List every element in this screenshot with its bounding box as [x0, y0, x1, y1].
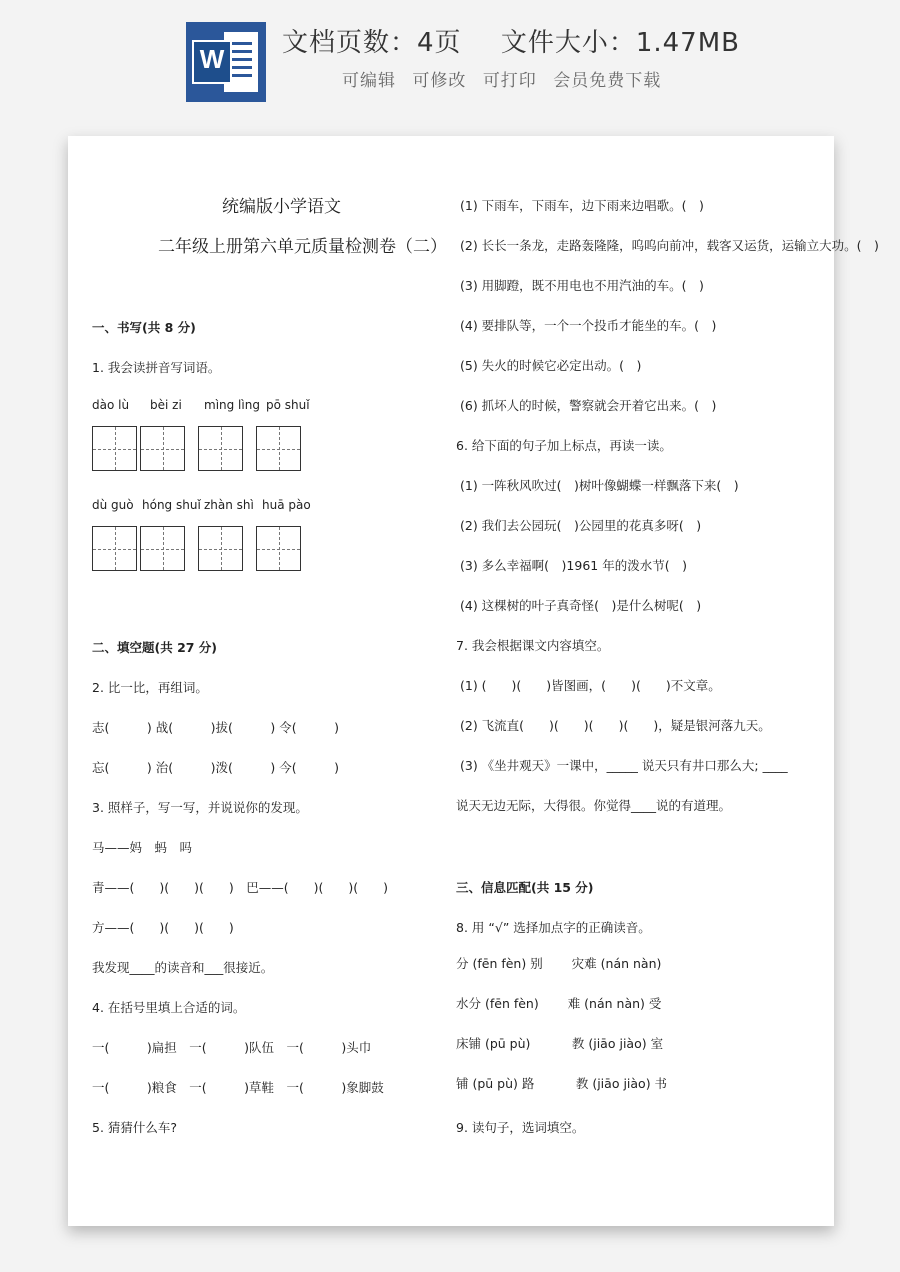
pinyin-2: bèi zi — [150, 398, 182, 412]
q6-item-4: (4) 这棵树的叶子真奇怪( )是什么树呢( ) — [460, 598, 702, 613]
pinyin-4: pō shuǐ — [266, 398, 310, 412]
q5-item-3: (3) 用脚蹬，既不用电也不用汽油的车。( ) — [460, 278, 704, 293]
question-3-example: 马——妈 蚂 吗 — [92, 840, 193, 855]
question-6: 6. 给下面的句子加上标点，再读一读。 — [456, 438, 672, 453]
q7-item-2: (2) 飞流直( )( )( )( )，疑是银河落九天。 — [460, 718, 771, 733]
word-document-icon — [186, 22, 266, 102]
pinyin-5: dù guò — [92, 498, 134, 512]
q7-item-1: (1) ( )( )皆图画，( )( )不文章。 — [460, 678, 721, 693]
question-3: 3. 照样子，写一写，并说说你的发现。 — [92, 800, 308, 815]
feature-free-download: 会员免费下载 — [553, 71, 662, 91]
q6-item-1: (1) 一阵秋风吹过( )树叶像蝴蝶一样飘落下来( ) — [460, 478, 739, 493]
question-2-row-1: 志( ) 战( )拔( ) 令( ) — [92, 720, 339, 735]
question-5: 5. 猜猜什么车? — [92, 1120, 178, 1135]
q7-item-3: (3) 《坐井观天》一课中，_____ 说天只有井口那么大; ____ — [460, 758, 788, 773]
doc-title-line1: 统编版小学语文 — [222, 197, 341, 217]
feature-modifiable: 可修改 — [412, 71, 467, 91]
q8-row-4: 铺 (pū pù) 路 教 (jiāo jiào) 书 — [456, 1076, 668, 1091]
question-3-row-1: 青——( )( )( ) 巴——( )( )( ) — [92, 880, 389, 895]
file-stats — [282, 22, 770, 59]
section-info-match: 三、信息匹配(共 15 分) — [456, 880, 594, 895]
q8-row-3: 床铺 (pū pù) 教 (jiāo jiào) 室 — [456, 1036, 664, 1051]
question-3-row-2: 方——( )( )( ) — [92, 920, 234, 935]
q6-item-3: (3) 多么幸福啊( )1961 年的泼水节( ) — [460, 558, 687, 573]
question-4-row-1: 一( )扁担 一( )队伍 一( )头巾 — [92, 1040, 372, 1055]
q5-item-1: (1) 下雨车，下雨车，边下雨来边唱歌。( ) — [460, 198, 704, 213]
question-3-discovery: 我发现____的读音和___很接近。 — [92, 960, 274, 975]
pinyin-1: dào lù — [92, 398, 130, 412]
q5-item-2: (2) 长长一条龙，走路轰隆隆，呜呜向前冲，载客又运货，运输立大功。( ) — [460, 238, 879, 253]
pinyin-6: hóng shuǐ — [142, 498, 201, 512]
q7-item-3-continued: 说天无边无际，大得很。你觉得____说的有道理。 — [456, 798, 732, 813]
question-4: 4. 在括号里填上合适的词。 — [92, 1000, 246, 1015]
feature-list — [342, 66, 671, 91]
pinyin-3: mìng lìng — [204, 398, 260, 412]
doc-title-line2: 二年级上册第六单元质量检测卷（二） — [158, 237, 447, 257]
pinyin-8: huā pào — [262, 498, 311, 512]
feature-editable: 可编辑 — [342, 71, 396, 91]
q5-item-4: (4) 要排队等，一个一个投币才能坐的车。( ) — [460, 318, 717, 333]
question-9: 9. 读句子，选词填空。 — [456, 1120, 585, 1135]
question-4-row-2: 一( )粮食 一( )草鞋 一( )象脚鼓 — [92, 1080, 384, 1095]
section-writing: 一、书写(共 8 分) — [92, 320, 196, 335]
q5-item-6: (6) 抓坏人的时候，警察就会开着它出来。( ) — [460, 398, 717, 413]
q6-item-2: (2) 我们去公园玩( )公园里的花真多呀( ) — [460, 518, 702, 533]
file-size: 文件大小：1.47MB — [500, 28, 740, 58]
q5-item-5: (5) 失火的时候它必定出动。( ) — [460, 358, 642, 373]
question-7: 7. 我会根据课文内容填空。 — [456, 638, 610, 653]
pinyin-7: zhàn shì — [204, 498, 254, 512]
feature-printable: 可打印 — [482, 71, 537, 91]
document-page — [68, 136, 879, 1226]
page-count: 文档页数：4页 — [282, 28, 462, 58]
question-1: 1. 我会读拼音写词语。 — [92, 360, 221, 375]
file-info-banner — [0, 0, 900, 118]
q8-row-2: 水分 (fēn fèn) 难 (nán nàn) 受 — [456, 996, 662, 1011]
q8-row-1: 分 (fēn fèn) 别 灾难 (nán nàn) — [456, 956, 662, 971]
question-8: 8. 用 “√” 选择加点字的正确读音。 — [456, 920, 651, 935]
word-icon-letter: W — [199, 44, 225, 74]
question-2-row-2: 忘( ) 治( )泼( ) 今( ) — [92, 760, 339, 775]
question-2: 2. 比一比，再组词。 — [92, 680, 208, 695]
section-fill-blank: 二、填空题(共 27 分) — [92, 640, 218, 655]
